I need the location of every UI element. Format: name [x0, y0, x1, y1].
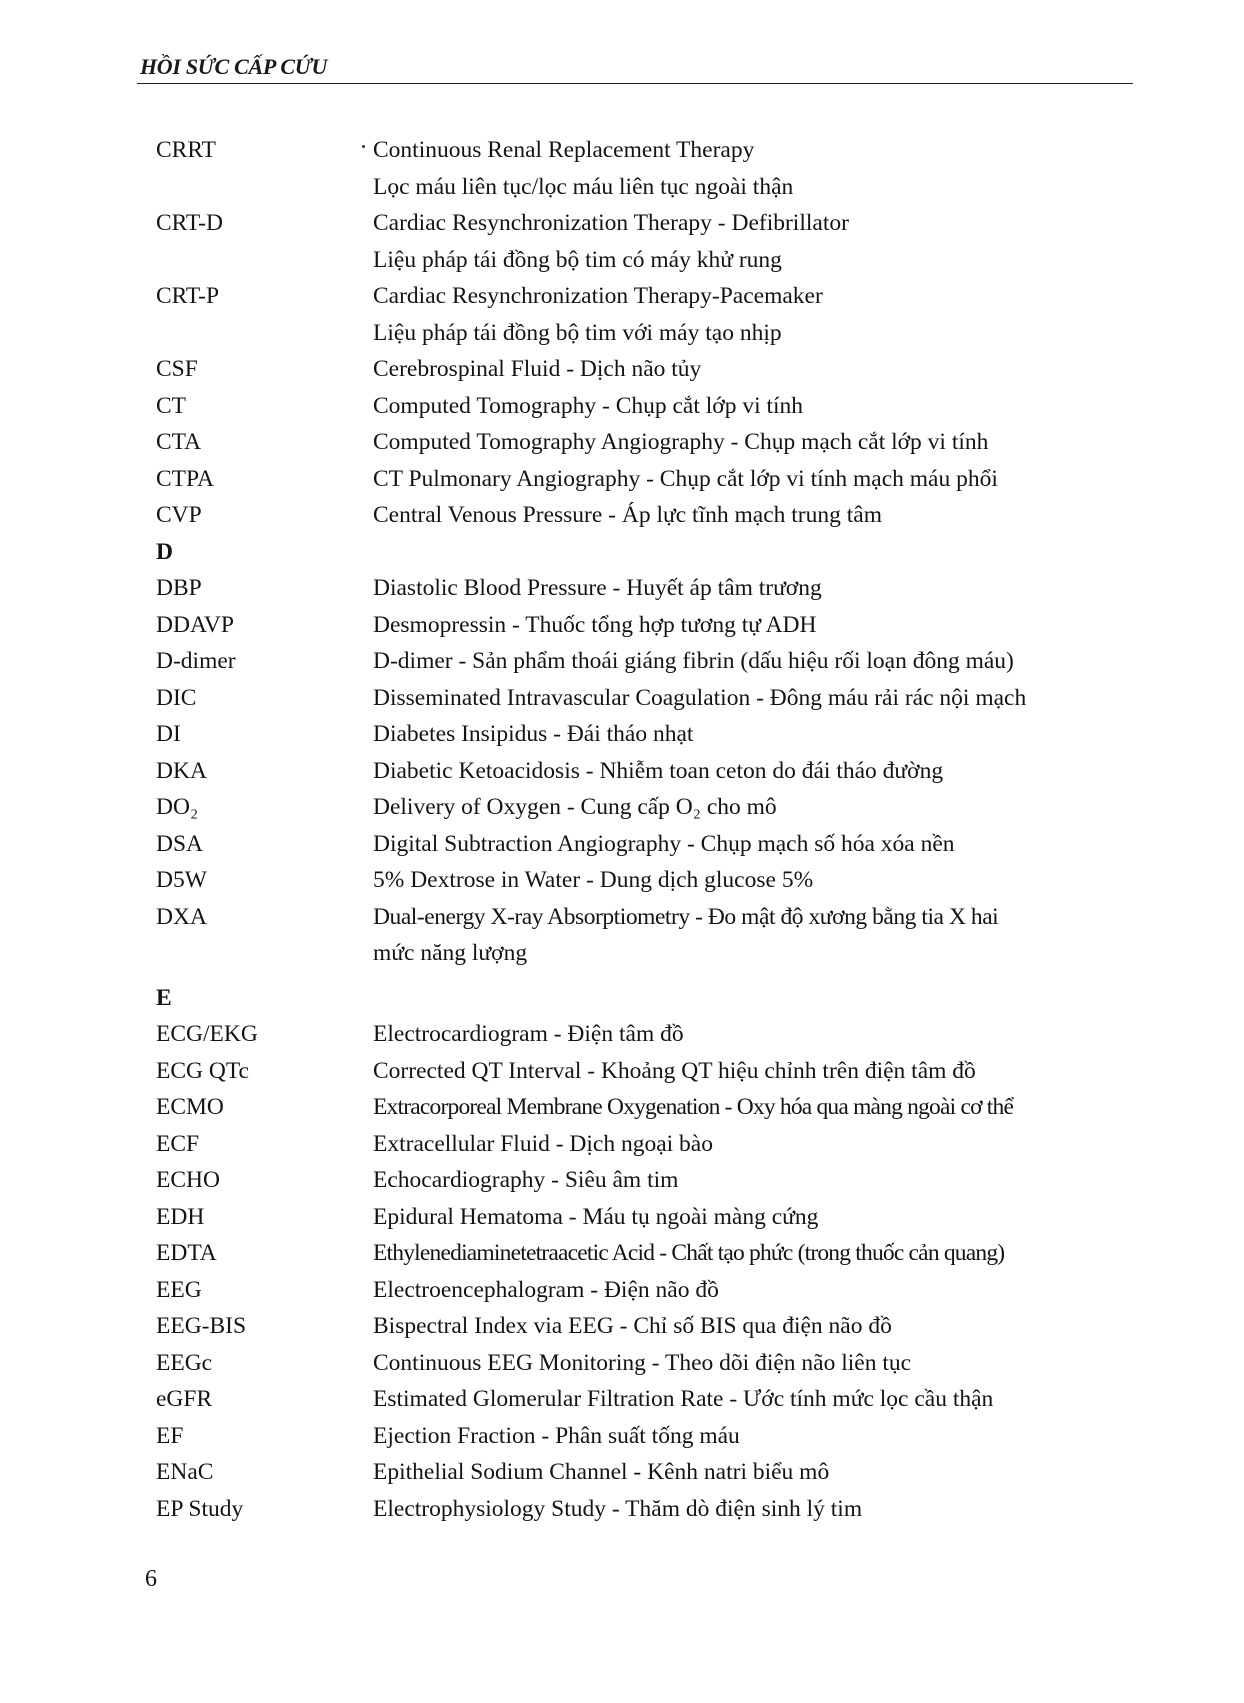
definition-line: 5% Dextrose in Water - Dung dịch glucose 5% — [373, 867, 814, 893]
definition-line: Central Venous Pressure - Áp lực tĩnh mạch trung tâm — [373, 502, 882, 528]
glossary-entry — [156, 1089, 1136, 1126]
glossary-entry — [156, 1016, 1136, 1053]
glossary-entry — [156, 351, 1136, 388]
entry-definition — [373, 1308, 1136, 1345]
glossary-entry — [156, 680, 1136, 717]
entry-abbreviation: D5W — [156, 867, 207, 893]
glossary-entry — [156, 753, 1136, 790]
entry-definition — [373, 132, 1136, 205]
glossary-entry — [156, 1381, 1136, 1418]
glossary-entry — [156, 1162, 1136, 1199]
entry-definition — [373, 1089, 1136, 1126]
entry-abbreviation: EDTA — [156, 1240, 217, 1266]
definition-line: Bispectral Index via EEG - Chỉ số BIS qua điện não đồ — [373, 1313, 892, 1339]
entry-definition — [373, 1016, 1136, 1053]
glossary-entry — [156, 1053, 1136, 1090]
definition-line: D-dimer - Sản phẩm thoái giáng fibrin (dấu hiệu rối loạn đông máu) — [373, 648, 1014, 674]
entry-definition — [373, 1491, 1136, 1528]
entry-abbreviation: EP Study — [156, 1495, 244, 1522]
definition-line: Continuous EEG Monitoring - Theo dõi điện não liên tục — [373, 1349, 912, 1376]
glossary-entry — [156, 607, 1136, 644]
definition-line: Liệu pháp tái đồng bộ tim với máy tạo nhịp — [373, 319, 782, 346]
definition-line: Cerebrospinal Fluid - Dịch não tủy — [373, 356, 702, 382]
entry-definition — [373, 1199, 1136, 1236]
definition-line: Epidural Hematoma - Máu tụ ngoài màng cứng — [373, 1203, 819, 1230]
entry-definition — [373, 643, 1136, 680]
glossary-entry — [156, 1272, 1136, 1309]
header-rule — [137, 83, 1133, 84]
entry-abbreviation: CSF — [156, 356, 198, 382]
entry-abbreviation: DSA — [156, 830, 204, 857]
definition-line: Epithelial Sodium Channel - Kênh natri biểu mô — [373, 1459, 830, 1485]
entry-abbreviation: ECHO — [156, 1167, 220, 1193]
definition-line: mức năng lượng — [373, 940, 528, 966]
entry-definition — [373, 278, 1136, 351]
entry-definition — [373, 1126, 1136, 1163]
entry-abbreviation: DKA — [156, 757, 207, 784]
entry-definition — [373, 461, 1136, 498]
spacer — [156, 972, 1136, 980]
definition-line: Electrocardiogram - Điện tâm đồ — [373, 1021, 684, 1047]
entry-definition — [373, 1381, 1136, 1418]
definition-line: Extracellular Fluid - Dịch ngoại bào — [373, 1130, 713, 1157]
glossary-entry — [156, 1235, 1136, 1272]
glossary-entry — [156, 1454, 1136, 1491]
entry-abbreviation: ECG/EKG — [156, 1021, 258, 1047]
entry-abbreviation: D-dimer — [156, 648, 236, 674]
definition-line: Electroencephalogram - Điện não đồ — [373, 1276, 719, 1303]
glossary-entry — [156, 643, 1136, 680]
glossary-entry — [156, 388, 1136, 425]
entry-definition — [373, 1454, 1136, 1491]
entry-abbreviation: ENaC — [156, 1459, 214, 1485]
glossary-entry — [156, 205, 1136, 278]
glossary-entry — [156, 570, 1136, 607]
entry-definition — [373, 862, 1136, 899]
entry-abbreviation: CVP — [156, 502, 202, 528]
entry-abbreviation: DO₂ — [156, 794, 199, 820]
running-header: HỒI SỨC CẤP CỨU — [140, 54, 328, 79]
entry-definition — [373, 497, 1136, 534]
section-letter: D — [156, 538, 173, 565]
glossary-entry — [156, 278, 1136, 351]
glossary-entry — [156, 1199, 1136, 1236]
definition-line: Diabetic Ketoacidosis - Nhiễm toan ceton do đái tháo đường — [373, 757, 944, 784]
entry-definition — [373, 789, 1136, 826]
definition-line: Disseminated Intravascular Coagulation - Đông máu rải rác nội mạch — [373, 684, 1027, 711]
glossary-entry — [156, 716, 1136, 753]
abbreviation-glossary — [156, 132, 1136, 1527]
definition-line: Cardiac Resynchronization Therapy - Defibrillator — [373, 210, 849, 236]
definition-line: Computed Tomography - Chụp cắt lớp vi tính — [373, 392, 804, 419]
glossary-entry — [156, 497, 1136, 534]
entry-definition — [373, 570, 1136, 607]
definition-line: Diabetes Insipidus - Đái tháo nhạt — [373, 721, 694, 747]
entry-abbreviation: CTA — [156, 429, 202, 455]
entry-abbreviation: EEG-BIS — [156, 1313, 247, 1339]
glossary-entry — [156, 862, 1136, 899]
definition-line: Extracorporeal Membrane Oxygenation - Oxy hóa qua màng ngoài cơ thể — [373, 1094, 1014, 1120]
entry-abbreviation: ECF — [156, 1130, 200, 1157]
entry-abbreviation: EEGc — [156, 1349, 213, 1376]
entry-definition — [373, 1345, 1136, 1382]
section-letter-d — [156, 534, 1136, 571]
definition-line: Digital Subtraction Angiography - Chụp mạch số hóa xóa nền — [373, 830, 955, 857]
definition-line: CT Pulmonary Angiography - Chụp cắt lớp vi tính mạch máu phổi — [373, 465, 998, 492]
section-letter-e — [156, 980, 1136, 1017]
entry-definition — [373, 388, 1136, 425]
entry-abbreviation: ECMO — [156, 1094, 224, 1120]
page-number: 6 — [145, 1566, 157, 1592]
glossary-entry — [156, 1345, 1136, 1382]
definition-line: Lọc máu liên tục/lọc máu liên tục ngoài thận — [373, 173, 794, 200]
entry-abbreviation: DDAVP — [156, 611, 234, 638]
definition-line: Corrected QT Interval - Khoảng QT hiệu chỉnh trên điện tâm đồ — [373, 1057, 976, 1084]
entry-definition — [373, 1235, 1136, 1272]
entry-definition — [373, 1418, 1136, 1455]
entry-definition — [373, 753, 1136, 790]
entry-definition — [373, 826, 1136, 863]
entry-abbreviation: CRT-D — [156, 210, 223, 236]
entry-definition — [373, 351, 1136, 388]
glossary-entry — [156, 1308, 1136, 1345]
entry-definition — [373, 1053, 1136, 1090]
entry-abbreviation: DI — [156, 721, 181, 747]
entry-abbreviation: CRRT — [156, 137, 216, 163]
entry-abbreviation: CRT-P — [156, 283, 220, 309]
definition-line: Estimated Glomerular Filtration Rate - Ước tính mức lọc cầu thận — [373, 1386, 994, 1412]
definition-line: Continuous Renal Replacement Therapy — [373, 137, 755, 163]
entry-definition — [373, 1162, 1136, 1199]
entry-abbreviation: ECG QTc — [156, 1057, 249, 1084]
entry-abbreviation: CTPA — [156, 465, 214, 492]
definition-line: Liệu pháp tái đồng bộ tim có máy khử rung — [373, 246, 782, 273]
glossary-entry — [156, 789, 1136, 826]
definition-line: Delivery of Oxygen - Cung cấp O₂ cho mô — [373, 794, 777, 820]
definition-line: Dual-energy X-ray Absorptiometry - Đo mật độ xương bằng tia X hai — [373, 903, 999, 930]
entry-definition — [373, 205, 1136, 278]
entry-abbreviation: DIC — [156, 684, 197, 711]
entry-abbreviation: EF — [156, 1422, 184, 1449]
entry-abbreviation: CT — [156, 392, 187, 419]
definition-line: Computed Tomography Angiography - Chụp mạch cắt lớp vi tính — [373, 429, 989, 455]
entry-definition — [373, 1272, 1136, 1309]
definition-line: Ejection Fraction - Phân suất tống máu — [373, 1422, 740, 1449]
definition-line: Diastolic Blood Pressure - Huyết áp tâm trương — [373, 575, 822, 601]
glossary-entry — [156, 424, 1136, 461]
definition-line: Cardiac Resynchronization Therapy-Pacemaker — [373, 283, 823, 309]
glossary-entry — [156, 899, 1136, 972]
glossary-entry — [156, 1418, 1136, 1455]
entry-abbreviation: EDH — [156, 1203, 205, 1230]
glossary-entry — [156, 826, 1136, 863]
glossary-entry — [156, 461, 1136, 498]
entry-abbreviation: DBP — [156, 575, 202, 601]
section-letter: E — [156, 984, 172, 1011]
definition-line: Echocardiography - Siêu âm tim — [373, 1167, 679, 1193]
definition-line: Electrophysiology Study - Thăm dò điện sinh lý tim — [373, 1495, 863, 1522]
entry-definition — [373, 607, 1136, 644]
entry-abbreviation: EEG — [156, 1276, 202, 1303]
entry-abbreviation: eGFR — [156, 1386, 213, 1412]
entry-definition — [373, 899, 1136, 972]
definition-line: Ethylenediaminetetraacetic Acid - Chất tạo phức (trong thuốc cản quang) — [373, 1240, 1005, 1266]
definition-line: Desmopressin - Thuốc tổng hợp tương tự ADH — [373, 611, 817, 638]
entry-definition — [373, 424, 1136, 461]
entry-definition — [373, 680, 1136, 717]
glossary-entry — [156, 132, 1136, 205]
entry-definition — [373, 716, 1136, 753]
glossary-entry — [156, 1126, 1136, 1163]
entry-abbreviation: DXA — [156, 903, 207, 930]
glossary-entry — [156, 1491, 1136, 1528]
